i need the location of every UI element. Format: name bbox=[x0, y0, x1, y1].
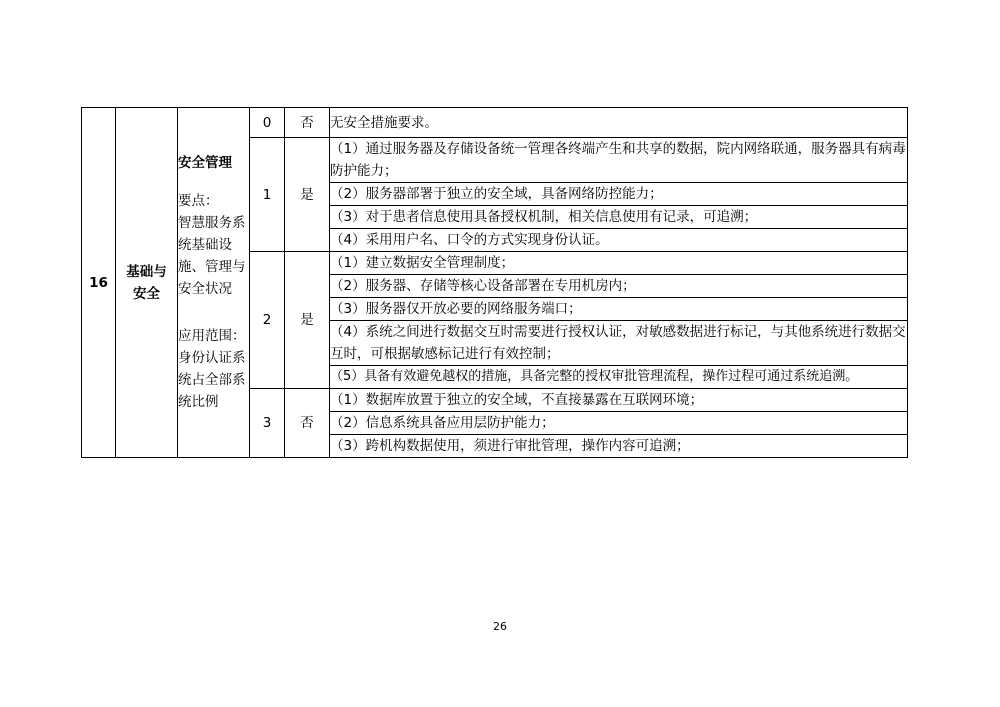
level-2: 2 bbox=[250, 252, 285, 389]
scope-text bbox=[178, 325, 249, 413]
level-3: 3 bbox=[250, 389, 285, 458]
requirement-1-2: （2）服务器部署于独立的安全域，具备网络防控能力； bbox=[330, 183, 908, 206]
requirement-0-1: 无安全措施要求。 bbox=[330, 108, 908, 138]
requirement-1-3: （3）对于患者信息使用具备授权机制，相关信息使用有记录，可追溯； bbox=[330, 206, 908, 229]
required-2: 是 bbox=[285, 252, 330, 389]
requirement-3-2: （2）信息系统具备应用层防护能力； bbox=[330, 412, 908, 435]
requirement-3-1: （1）数据库放置于独立的安全域，不直接暴露在互联网环境； bbox=[330, 389, 908, 412]
required-0: 否 bbox=[285, 108, 330, 138]
category-cell bbox=[116, 108, 178, 458]
requirement-2-5: （5）具备有效避免越权的措施，具备完整的授权审批管理流程，操作过程可通过系统追溯。 bbox=[330, 366, 908, 389]
indicator-cell bbox=[178, 108, 250, 458]
requirements-table bbox=[81, 107, 908, 458]
requirement-1-4: （4）采用用户名、口令的方式实现身份认证。 bbox=[330, 229, 908, 252]
scope-value: 身份认证系统占全部系统比例 bbox=[178, 350, 246, 410]
category-label: 基础与安全 bbox=[126, 263, 167, 302]
table-row bbox=[82, 108, 908, 138]
requirement-2-4: （4）系统之间进行数据交互时需要进行授权认证，对敏感数据进行标记，与其他系统进行数据交互时，可根据敏感标记进行有效控制； bbox=[330, 321, 908, 366]
key-points-label: 要点： bbox=[178, 193, 219, 209]
requirement-2-3: （3）服务器仅开放必要的网络服务端口； bbox=[330, 298, 908, 321]
requirement-2-2: （2）服务器、存储等核心设备部署在专用机房内； bbox=[330, 275, 908, 298]
required-3: 否 bbox=[285, 389, 330, 458]
item-number: 16 bbox=[82, 108, 116, 458]
key-points-text: 智慧服务系统基础设施、管理与安全状况 bbox=[178, 215, 246, 297]
scope-label: 应用范围： bbox=[178, 328, 246, 344]
requirement-1-1: （1）通过服务器及存储设备统一管理各终端产生和共享的数据，院内网络联通，服务器具有病毒防护能力； bbox=[330, 138, 908, 183]
page-number: 26 bbox=[493, 620, 507, 633]
requirement-3-3: （3）跨机构数据使用，须进行审批管理，操作内容可追溯； bbox=[330, 435, 908, 458]
level-1: 1 bbox=[250, 138, 285, 252]
required-1: 是 bbox=[285, 138, 330, 252]
indicator-title: 安全管理 bbox=[178, 155, 232, 171]
requirement-2-1: （1）建立数据安全管理制度； bbox=[330, 252, 908, 275]
level-0: 0 bbox=[250, 108, 285, 138]
